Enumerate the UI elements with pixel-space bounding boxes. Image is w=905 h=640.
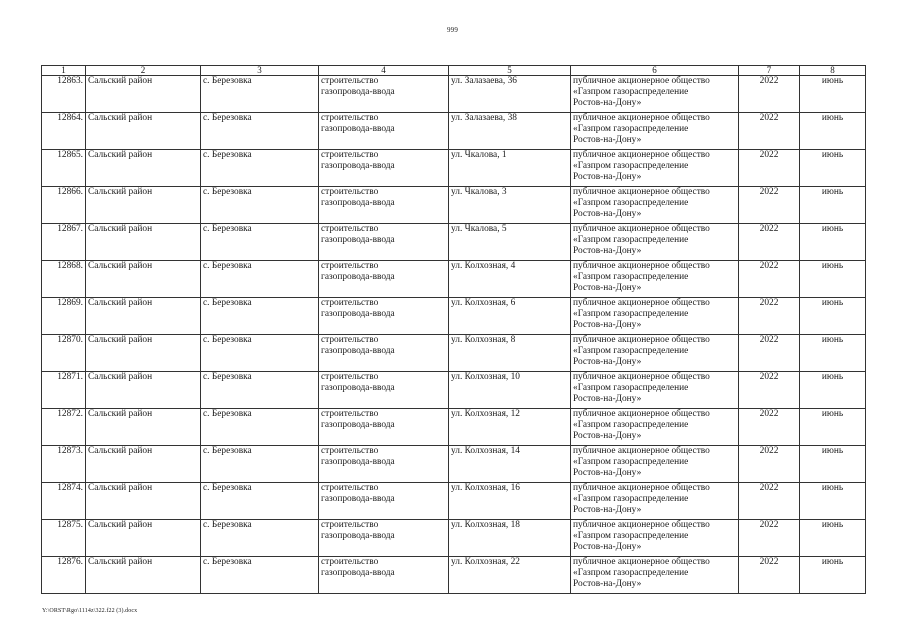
work-type-cell-line: газопровода-ввода bbox=[321, 198, 395, 209]
table-row bbox=[42, 557, 866, 594]
organization-cell bbox=[571, 224, 739, 261]
settlement-cell: с. Березовка bbox=[201, 298, 319, 335]
month-cell: июнь bbox=[800, 187, 866, 224]
settlement-cell: с. Березовка bbox=[201, 113, 319, 150]
organization-cell-line: публичное акционерное общество bbox=[573, 483, 710, 493]
month-cell: июнь bbox=[800, 409, 866, 446]
organization-cell-line: публичное акционерное общество bbox=[573, 261, 710, 271]
organization-cell-line: публичное акционерное общество bbox=[573, 150, 710, 160]
row-number: 12865. bbox=[42, 150, 86, 187]
row-number: 12876. bbox=[42, 557, 86, 594]
column-header: 2 bbox=[86, 66, 201, 76]
organization-cell-line: публичное акционерное общество bbox=[573, 224, 710, 234]
address-cell: ул. Колхозная, 14 bbox=[449, 446, 571, 483]
month-cell: июнь bbox=[800, 520, 866, 557]
organization-cell bbox=[571, 520, 739, 557]
work-type-cell-line: газопровода-ввода bbox=[321, 420, 395, 431]
work-type-cell-line: газопровода-ввода bbox=[321, 494, 395, 505]
row-number: 12863. bbox=[42, 76, 86, 113]
district-cell: Сальский район bbox=[86, 113, 201, 150]
table-row bbox=[42, 150, 866, 187]
work-type-cell bbox=[319, 298, 449, 335]
year-cell: 2022 bbox=[739, 187, 800, 224]
table-row bbox=[42, 261, 866, 298]
work-type-cell-line: газопровода-ввода bbox=[321, 272, 395, 283]
organization-cell-line: «Газпром газораспределение bbox=[573, 494, 689, 505]
settlement-cell: с. Березовка bbox=[201, 372, 319, 409]
district-cell: Сальский район bbox=[86, 224, 201, 261]
work-type-cell-line: строительство bbox=[321, 446, 379, 456]
work-type-cell-line: строительство bbox=[321, 520, 379, 530]
organization-cell-line: Ростов-на-Дону» bbox=[573, 357, 642, 368]
organization-cell-line: Ростов-на-Дону» bbox=[573, 579, 642, 590]
organization-cell-line: «Газпром газораспределение bbox=[573, 346, 689, 357]
work-type-cell bbox=[319, 520, 449, 557]
month-cell: июнь bbox=[800, 261, 866, 298]
column-header: 1 bbox=[42, 66, 86, 76]
month-cell: июнь bbox=[800, 372, 866, 409]
organization-cell bbox=[571, 187, 739, 224]
work-type-cell bbox=[319, 446, 449, 483]
row-number: 12873. bbox=[42, 446, 86, 483]
organization-cell-line: Ростов-на-Дону» bbox=[573, 135, 642, 146]
row-number: 12867. bbox=[42, 224, 86, 261]
row-number: 12871. bbox=[42, 372, 86, 409]
work-type-cell-line: газопровода-ввода bbox=[321, 531, 395, 542]
district-cell: Сальский район bbox=[86, 520, 201, 557]
organization-cell bbox=[571, 261, 739, 298]
year-cell: 2022 bbox=[739, 483, 800, 520]
organization-cell-line: «Газпром газораспределение bbox=[573, 235, 689, 246]
organization-cell bbox=[571, 446, 739, 483]
year-cell: 2022 bbox=[739, 446, 800, 483]
work-type-cell bbox=[319, 557, 449, 594]
address-cell: ул. Залазаева, 38 bbox=[449, 113, 571, 150]
column-header: 7 bbox=[739, 66, 800, 76]
work-type-cell-line: газопровода-ввода bbox=[321, 124, 395, 135]
work-type-cell-line: строительство bbox=[321, 335, 379, 345]
table-row bbox=[42, 298, 866, 335]
organization-cell bbox=[571, 150, 739, 187]
row-number: 12869. bbox=[42, 298, 86, 335]
address-cell: ул. Колхозная, 6 bbox=[449, 298, 571, 335]
work-type-cell bbox=[319, 409, 449, 446]
month-cell: июнь bbox=[800, 335, 866, 372]
month-cell: июнь bbox=[800, 483, 866, 520]
organization-cell-line: Ростов-на-Дону» bbox=[573, 394, 642, 405]
work-type-cell-line: строительство bbox=[321, 298, 379, 308]
organization-cell-line: «Газпром газораспределение bbox=[573, 309, 689, 320]
work-type-cell bbox=[319, 335, 449, 372]
year-cell: 2022 bbox=[739, 520, 800, 557]
column-header: 5 bbox=[449, 66, 571, 76]
settlement-cell: с. Березовка bbox=[201, 76, 319, 113]
address-cell: ул. Колхозная, 18 bbox=[449, 520, 571, 557]
work-type-cell-line: газопровода-ввода bbox=[321, 568, 395, 579]
work-type-cell-line: строительство bbox=[321, 187, 379, 197]
row-number: 12864. bbox=[42, 113, 86, 150]
footer-file-path: Y:\ORST\Rgo\1114z\322.f22 (3).docx bbox=[42, 608, 138, 614]
organization-cell-line: публичное акционерное общество bbox=[573, 446, 710, 456]
row-number: 12870. bbox=[42, 335, 86, 372]
year-cell: 2022 bbox=[739, 113, 800, 150]
work-type-cell-line: строительство bbox=[321, 372, 379, 382]
work-type-cell-line: газопровода-ввода bbox=[321, 346, 395, 357]
organization-cell-line: публичное акционерное общество bbox=[573, 187, 710, 197]
work-type-cell bbox=[319, 224, 449, 261]
district-cell: Сальский район bbox=[86, 409, 201, 446]
organization-cell bbox=[571, 298, 739, 335]
work-type-cell-line: строительство bbox=[321, 76, 379, 86]
register-table bbox=[41, 65, 866, 594]
year-cell: 2022 bbox=[739, 76, 800, 113]
work-type-cell bbox=[319, 483, 449, 520]
organization-cell-line: публичное акционерное общество bbox=[573, 557, 710, 567]
page-number: 999 bbox=[446, 26, 459, 34]
table-row bbox=[42, 372, 866, 409]
work-type-cell-line: газопровода-ввода bbox=[321, 383, 395, 394]
district-cell: Сальский район bbox=[86, 298, 201, 335]
district-cell: Сальский район bbox=[86, 446, 201, 483]
settlement-cell: с. Березовка bbox=[201, 446, 319, 483]
organization-cell-line: «Газпром газораспределение bbox=[573, 161, 689, 172]
table-row bbox=[42, 446, 866, 483]
work-type-cell-line: газопровода-ввода bbox=[321, 235, 395, 246]
organization-cell-line: «Газпром газораспределение bbox=[573, 198, 689, 209]
settlement-cell: с. Березовка bbox=[201, 520, 319, 557]
address-cell: ул. Колхозная, 22 bbox=[449, 557, 571, 594]
district-cell: Сальский район bbox=[86, 483, 201, 520]
address-cell: ул. Колхозная, 10 bbox=[449, 372, 571, 409]
organization-cell-line: Ростов-на-Дону» bbox=[573, 320, 642, 331]
organization-cell-line: «Газпром газораспределение bbox=[573, 457, 689, 468]
settlement-cell: с. Березовка bbox=[201, 409, 319, 446]
column-header: 6 bbox=[571, 66, 739, 76]
organization-cell-line: публичное акционерное общество bbox=[573, 372, 710, 382]
settlement-cell: с. Березовка bbox=[201, 335, 319, 372]
row-number: 12874. bbox=[42, 483, 86, 520]
work-type-cell bbox=[319, 113, 449, 150]
table-row bbox=[42, 187, 866, 224]
organization-cell-line: публичное акционерное общество bbox=[573, 298, 710, 308]
organization-cell bbox=[571, 113, 739, 150]
table-row bbox=[42, 224, 866, 261]
row-number: 12868. bbox=[42, 261, 86, 298]
district-cell: Сальский район bbox=[86, 150, 201, 187]
work-type-cell-line: строительство bbox=[321, 261, 379, 271]
month-cell: июнь bbox=[800, 557, 866, 594]
work-type-cell-line: газопровода-ввода bbox=[321, 161, 395, 172]
column-header: 4 bbox=[319, 66, 449, 76]
district-cell: Сальский район bbox=[86, 76, 201, 113]
month-cell: июнь bbox=[800, 150, 866, 187]
address-cell: ул. Колхозная, 12 bbox=[449, 409, 571, 446]
organization-cell-line: «Газпром газораспределение bbox=[573, 383, 689, 394]
table-row bbox=[42, 520, 866, 557]
organization-cell bbox=[571, 557, 739, 594]
organization-cell-line: Ростов-на-Дону» bbox=[573, 172, 642, 183]
settlement-cell: с. Березовка bbox=[201, 483, 319, 520]
organization-cell-line: публичное акционерное общество bbox=[573, 76, 710, 86]
organization-cell-line: «Газпром газораспределение bbox=[573, 568, 689, 579]
table-row bbox=[42, 409, 866, 446]
address-cell: ул. Чкалова, 3 bbox=[449, 187, 571, 224]
address-cell: ул. Чкалова, 1 bbox=[449, 150, 571, 187]
settlement-cell: с. Березовка bbox=[201, 150, 319, 187]
organization-cell bbox=[571, 76, 739, 113]
organization-cell-line: публичное акционерное общество bbox=[573, 520, 710, 530]
work-type-cell-line: строительство bbox=[321, 483, 379, 493]
district-cell: Сальский район bbox=[86, 187, 201, 224]
organization-cell bbox=[571, 409, 739, 446]
row-number: 12872. bbox=[42, 409, 86, 446]
organization-cell-line: Ростов-на-Дону» bbox=[573, 468, 642, 479]
settlement-cell: с. Березовка bbox=[201, 557, 319, 594]
organization-cell-line: «Газпром газораспределение bbox=[573, 420, 689, 431]
district-cell: Сальский район bbox=[86, 557, 201, 594]
column-header: 3 bbox=[201, 66, 319, 76]
district-cell: Сальский район bbox=[86, 261, 201, 298]
settlement-cell: с. Березовка bbox=[201, 187, 319, 224]
organization-cell bbox=[571, 335, 739, 372]
header-row bbox=[42, 66, 866, 76]
organization-cell-line: Ростов-на-Дону» bbox=[573, 283, 642, 294]
work-type-cell-line: газопровода-ввода bbox=[321, 87, 395, 98]
work-type-cell-line: строительство bbox=[321, 557, 379, 567]
organization-cell-line: публичное акционерное общество bbox=[573, 409, 710, 419]
year-cell: 2022 bbox=[739, 150, 800, 187]
table-row bbox=[42, 483, 866, 520]
column-header: 8 bbox=[800, 66, 866, 76]
organization-cell-line: Ростов-на-Дону» bbox=[573, 542, 642, 553]
month-cell: июнь bbox=[800, 113, 866, 150]
organization-cell bbox=[571, 372, 739, 409]
year-cell: 2022 bbox=[739, 335, 800, 372]
organization-cell-line: Ростов-на-Дону» bbox=[573, 98, 642, 109]
work-type-cell-line: газопровода-ввода bbox=[321, 457, 395, 468]
address-cell: ул. Колхозная, 4 bbox=[449, 261, 571, 298]
settlement-cell: с. Березовка bbox=[201, 224, 319, 261]
month-cell: июнь bbox=[800, 224, 866, 261]
table-row bbox=[42, 113, 866, 150]
work-type-cell bbox=[319, 261, 449, 298]
table-body bbox=[42, 76, 866, 594]
table-row bbox=[42, 335, 866, 372]
year-cell: 2022 bbox=[739, 372, 800, 409]
settlement-cell: с. Березовка bbox=[201, 261, 319, 298]
organization-cell-line: «Газпром газораспределение bbox=[573, 124, 689, 135]
work-type-cell bbox=[319, 187, 449, 224]
row-number: 12875. bbox=[42, 520, 86, 557]
organization-cell bbox=[571, 483, 739, 520]
table-header bbox=[42, 66, 866, 76]
work-type-cell-line: газопровода-ввода bbox=[321, 309, 395, 320]
month-cell: июнь bbox=[800, 446, 866, 483]
row-number: 12866. bbox=[42, 187, 86, 224]
organization-cell-line: «Газпром газораспределение bbox=[573, 87, 689, 98]
organization-cell-line: Ростов-на-Дону» bbox=[573, 431, 642, 442]
year-cell: 2022 bbox=[739, 557, 800, 594]
organization-cell-line: Ростов-на-Дону» bbox=[573, 505, 642, 516]
month-cell: июнь bbox=[800, 76, 866, 113]
year-cell: 2022 bbox=[739, 298, 800, 335]
year-cell: 2022 bbox=[739, 409, 800, 446]
district-cell: Сальский район bbox=[86, 335, 201, 372]
work-type-cell-line: строительство bbox=[321, 150, 379, 160]
table-row bbox=[42, 76, 866, 113]
organization-cell-line: Ростов-на-Дону» bbox=[573, 246, 642, 257]
year-cell: 2022 bbox=[739, 261, 800, 298]
organization-cell-line: «Газпром газораспределение bbox=[573, 272, 689, 283]
work-type-cell bbox=[319, 372, 449, 409]
address-cell: ул. Колхозная, 8 bbox=[449, 335, 571, 372]
organization-cell-line: публичное акционерное общество bbox=[573, 335, 710, 345]
month-cell: июнь bbox=[800, 298, 866, 335]
work-type-cell bbox=[319, 76, 449, 113]
organization-cell-line: «Газпром газораспределение bbox=[573, 531, 689, 542]
address-cell: ул. Колхозная, 16 bbox=[449, 483, 571, 520]
organization-cell-line: Ростов-на-Дону» bbox=[573, 209, 642, 220]
address-cell: ул. Залазаева, 36 bbox=[449, 76, 571, 113]
work-type-cell-line: строительство bbox=[321, 113, 379, 123]
work-type-cell-line: строительство bbox=[321, 224, 379, 234]
work-type-cell bbox=[319, 150, 449, 187]
address-cell: ул. Чкалова, 5 bbox=[449, 224, 571, 261]
district-cell: Сальский район bbox=[86, 372, 201, 409]
organization-cell-line: публичное акционерное общество bbox=[573, 113, 710, 123]
year-cell: 2022 bbox=[739, 224, 800, 261]
work-type-cell-line: строительство bbox=[321, 409, 379, 419]
